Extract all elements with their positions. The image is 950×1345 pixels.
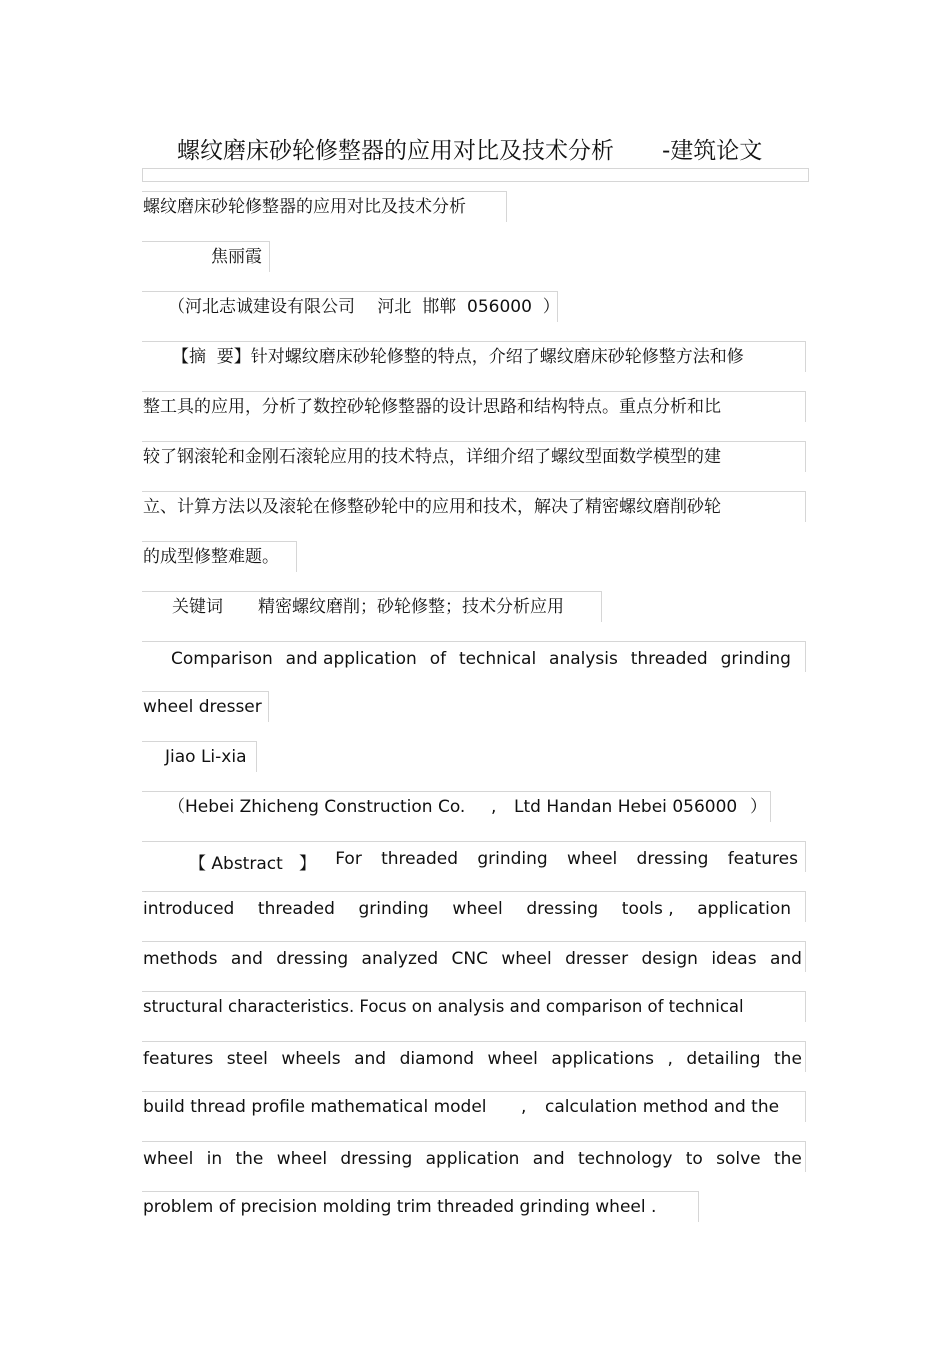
abstract-en-line-5 — [143, 1049, 802, 1069]
word: Comparison — [171, 649, 273, 669]
abstract-en-line-7 — [143, 1149, 802, 1169]
abstract-en-line-8: problem of precision molding trim threaded grinding wheel . — [143, 1197, 657, 1217]
word: wheel — [501, 949, 552, 969]
word: dressing — [276, 949, 349, 969]
keywords-label: 关键词 — [172, 597, 223, 617]
title-rule — [142, 168, 809, 182]
keywords: 精密螺纹磨削；砂轮修整；技术分析应用 — [258, 597, 564, 617]
word: wheel — [276, 1149, 328, 1169]
affiliation-cn: （河北志诚建设有限公司 河北 邯郸 056000 ） — [168, 297, 560, 317]
word: diamond — [399, 1049, 475, 1069]
abstract-en-line-3 — [143, 949, 802, 969]
word: wheel — [452, 899, 503, 919]
word: to — [685, 1149, 703, 1169]
word: the — [774, 1049, 802, 1069]
word: the — [773, 1149, 802, 1169]
title-en-line-2: wheel dresser — [143, 697, 262, 717]
word: ideas — [711, 949, 757, 969]
word: technology — [578, 1149, 673, 1169]
word: applications — [551, 1049, 655, 1069]
word: methods — [143, 949, 218, 969]
word: grinding — [720, 649, 791, 669]
word: application — [697, 899, 791, 919]
word: 【 Abstract 】 — [189, 854, 316, 874]
word: dressing — [636, 849, 709, 869]
word: the — [235, 1149, 264, 1169]
word: wheels — [281, 1049, 341, 1069]
word: features — [143, 1049, 214, 1069]
word: grinding — [358, 899, 429, 919]
word: dressing — [526, 899, 599, 919]
word: and — [769, 949, 802, 969]
page-title-suffix: -建筑论文 — [662, 138, 763, 164]
word: analysis — [549, 649, 618, 669]
word: dressing — [340, 1149, 413, 1169]
word: wheel — [566, 849, 618, 869]
word: features — [727, 849, 798, 869]
word: and — [354, 1049, 387, 1069]
title-en-line-1 — [171, 649, 791, 669]
word: of — [429, 649, 447, 669]
word: threaded — [257, 899, 335, 919]
subtitle: 螺纹磨床砂轮修整器的应用对比及技术分析 — [143, 197, 466, 217]
abstract-cn-line: 整工具的应用，分析了数控砂轮修整器的设计思路和结构特点。重点分析和比 — [143, 397, 721, 417]
abstract-en-line-6a: build thread profile mathematical model — [143, 1097, 487, 1117]
affiliation-en: （Hebei Zhicheng Construction Co. — [168, 797, 466, 817]
word: introduced — [143, 899, 235, 919]
abstract-cn-line: 的成型修整难题。 — [143, 547, 279, 567]
word: threaded — [381, 849, 459, 869]
abstract-cn-line: 【摘 要】针对螺纹磨床砂轮修整的特点，介绍了螺纹磨床砂轮修整方法和修 — [172, 347, 744, 367]
word: grinding — [477, 849, 548, 869]
word: analyzed — [361, 949, 439, 969]
author-en: Jiao Li-xia — [165, 747, 247, 767]
abstract-en-line-2 — [143, 899, 791, 919]
word: in — [206, 1149, 223, 1169]
abstract-en-line-1 — [189, 849, 798, 874]
author-cn: 焦丽霞 — [211, 247, 262, 267]
word: For — [335, 849, 362, 869]
word: wheel — [487, 1049, 538, 1069]
affiliation-en-comma: , — [491, 797, 497, 817]
affiliation-en-close: ） — [750, 797, 767, 817]
abstract-cn-line: 较了钢滚轮和金刚石滚轮应用的技术特点，详细介绍了螺纹型面数学模型的建 — [143, 447, 721, 467]
word: , — [667, 1049, 673, 1069]
word: solve — [716, 1149, 761, 1169]
word: application — [425, 1149, 520, 1169]
word: dresser — [565, 949, 629, 969]
page-title: 螺纹磨床砂轮修整器的应用对比及技术分析 — [177, 138, 614, 164]
word: detailing — [686, 1049, 761, 1069]
word: and application — [285, 649, 417, 669]
abstract-en-line-6b: , — [521, 1097, 527, 1117]
abstract-cn-line: 立、计算方法以及滚轮在修整砂轮中的应用和技术，解决了精密螺纹磨削砂轮 — [143, 497, 721, 517]
word: steel — [226, 1049, 268, 1069]
word: CNC — [451, 949, 488, 969]
abstract-en-line-4: structural characteristics. Focus on analysis and comparison of technical — [143, 997, 744, 1016]
affiliation-en-city: Ltd Handan Hebei 056000 — [514, 797, 738, 817]
abstract-en-line-6c: calculation method and the — [545, 1097, 780, 1117]
word: wheel — [143, 1149, 194, 1169]
word: and — [230, 949, 263, 969]
word: design — [641, 949, 698, 969]
word: technical — [458, 649, 537, 669]
word: threaded — [630, 649, 708, 669]
word: and — [532, 1149, 565, 1169]
word: tools , — [621, 899, 674, 919]
